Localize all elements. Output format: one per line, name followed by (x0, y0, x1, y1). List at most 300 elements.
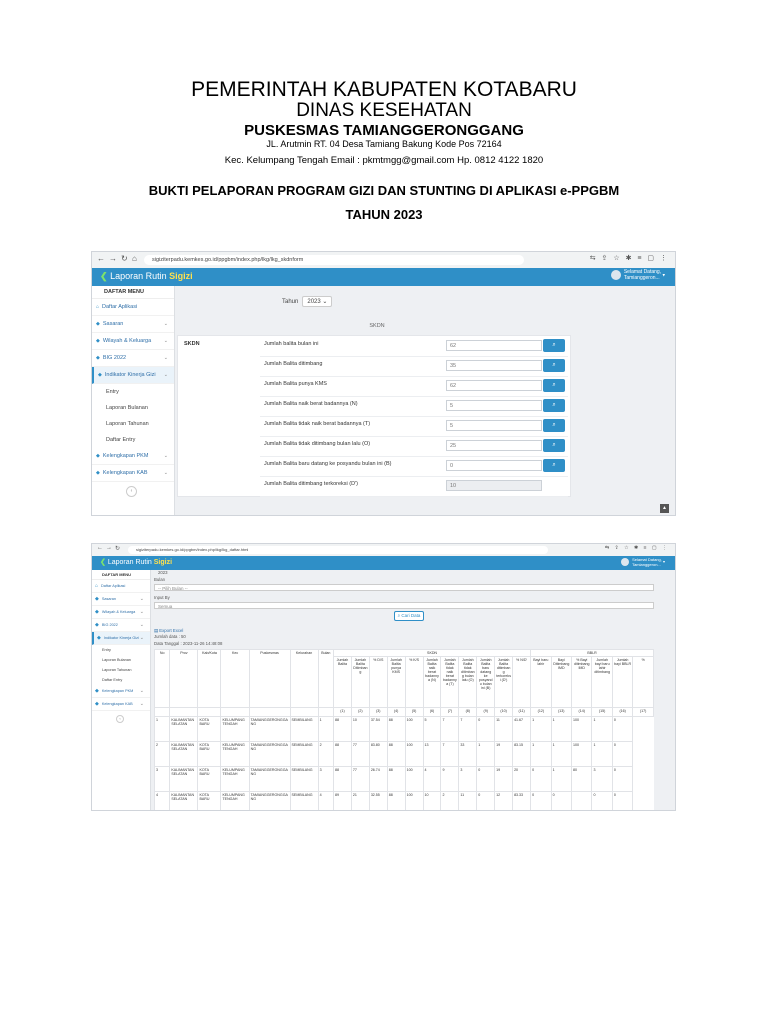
column-header: % N/D' (513, 657, 531, 708)
skdn-row-label: Jumlah Balita ditimbang terkoreksi (D') (264, 481, 358, 487)
collapse-sidebar-icon[interactable]: ‹ (116, 715, 124, 723)
skdn-row-label: Jumlah Balita tidak naik berat badannya (T) (264, 421, 371, 427)
column-number (221, 708, 249, 717)
table-cell: SEMBILANG (290, 742, 318, 767)
table-cell: KOTA BARU (198, 742, 221, 767)
table-cell: 7 (459, 717, 477, 742)
column-header: Kelurahan (290, 650, 318, 708)
column-number: (2) (351, 708, 369, 717)
table-cell: 12 (495, 792, 513, 812)
table-cell: 83.80 (369, 742, 387, 767)
tag-icon: ◆ (95, 701, 99, 707)
tag-icon: ◆ (96, 355, 100, 361)
search-icon[interactable]: ⌕ (543, 359, 565, 372)
table-cell: 1 (531, 742, 551, 767)
skdn-row (260, 477, 568, 497)
column-number (155, 708, 170, 717)
chevron-down-icon: ⌄ (139, 596, 144, 602)
table-cell: 41.67 (513, 717, 531, 742)
user-name: Tamianggeron... (632, 562, 661, 567)
search-button-label: Cari Data (401, 613, 421, 618)
column-header: Kec (221, 650, 249, 708)
document-year: TAHUN 2023 (345, 207, 423, 222)
tag-icon: ◆ (98, 372, 102, 378)
table-cell: TAMIANGGERONGGANG (249, 767, 290, 792)
avatar (611, 270, 621, 280)
sidebar-subitem-0[interactable]: Entry (106, 389, 119, 395)
sidebar-item-label: Kelengkapan KAB (101, 702, 133, 706)
excel-icon: ▤ (154, 628, 159, 633)
sidebar-item-label: Wilayah & Keluarga (101, 610, 136, 614)
column-header: Jumlah Balita punya KMS (387, 657, 405, 708)
table-cell: 3 (155, 767, 170, 792)
search-icon[interactable]: ⌕ (543, 459, 565, 472)
table-cell: 26.74 (369, 767, 387, 792)
column-number (290, 708, 318, 717)
column-header: % K/S (405, 657, 423, 708)
column-header: Puskesmas (249, 650, 290, 708)
address-bar[interactable]: sigiziterpadu.kemkes.go.id/ppgbm/index.php/lkg/lkg_skdnform (144, 255, 524, 265)
sidebar-item-2[interactable] (92, 606, 150, 619)
table-cell: 3 (318, 767, 333, 792)
column-header: Jumlah bayi baru lahir ditimbang (592, 657, 612, 708)
skdn-row (260, 337, 568, 357)
tag-icon: ◆ (95, 596, 99, 602)
main-content (154, 570, 665, 810)
table-row (155, 742, 654, 767)
home-icon: ⌂ (96, 304, 100, 310)
tag-icon: ◆ (96, 321, 100, 327)
skdn-value-input[interactable]: 62 (446, 380, 542, 391)
skdn-row (260, 377, 568, 397)
table-cell: 4 (155, 792, 170, 812)
table-cell: 77 (351, 767, 369, 792)
column-header: Prov (170, 650, 198, 708)
table-cell: 1 (318, 717, 333, 742)
skdn-row (260, 417, 568, 437)
sidebar-subitem-1[interactable]: Laporan Bulanan (102, 658, 131, 662)
column-number: (17) (633, 708, 654, 717)
skdn-row-label: Jumlah Balita baru datang ke posyandu bulan ini (B) (264, 461, 392, 467)
column-header: Jumlah Balita naik berat badannya (N) (423, 657, 441, 708)
table-cell: TAMIANGGERONGGANG (249, 717, 290, 742)
table-row (155, 767, 654, 792)
table-cell: 0 (477, 792, 495, 812)
sidebar-item-1[interactable] (92, 316, 174, 333)
sidebar-item-3[interactable] (92, 350, 174, 367)
sidebar-item-after-1[interactable] (92, 698, 150, 711)
header-puskesmas: PUSKESMAS TAMIANGGERONGGANG (244, 122, 524, 139)
user-greeting: Selamat Datang, (623, 269, 662, 275)
table-cell: 0 (531, 767, 551, 792)
table-cell: 77 (351, 742, 369, 767)
table-cell: 21 (351, 792, 369, 812)
table-cell: 0 (551, 792, 571, 812)
menu-header: DAFTAR MENU (92, 286, 174, 299)
tag-icon: ◆ (96, 470, 100, 476)
table-cell: 7 (441, 717, 459, 742)
column-header: Jumlah bayi BBLR (612, 657, 632, 708)
sidebar (92, 570, 151, 810)
table-cell: 0 (612, 742, 632, 767)
table-cell: 100 (405, 717, 423, 742)
skdn-value-input[interactable]: 5 (446, 420, 542, 431)
table-cell: 7 (441, 742, 459, 767)
table-cell: 88 (334, 742, 352, 767)
export-label: Export Excel (159, 628, 184, 633)
sidebar-subitem-2[interactable]: Laporan Tahunan (102, 668, 132, 672)
table-cell: KOTA BARU (198, 717, 221, 742)
user-greeting: Selamat Datang, (632, 557, 662, 562)
skdn-row (260, 357, 568, 377)
chevron-down-icon: ⌄ (163, 355, 168, 361)
tag-icon: ◆ (96, 453, 100, 459)
column-header: Jumlah Balita tidak naik berat badannya (T) (441, 657, 459, 708)
menu-header: DAFTAR MENU (92, 570, 150, 580)
column-header: No (155, 650, 170, 708)
sidebar-item-after-0[interactable] (92, 448, 174, 465)
table-cell: 1 (551, 717, 571, 742)
column-number: (7) (441, 708, 459, 717)
tag-icon: ◆ (95, 622, 99, 628)
chevron-down-icon: ⌄ (139, 701, 144, 707)
browser-toolbar (92, 252, 675, 269)
sidebar-item-label: BIG 2022 (101, 623, 118, 627)
column-header: Jumlah Balita baru datang ke posyandu bulan ini (B) (477, 657, 495, 708)
table-cell: 100 (572, 717, 592, 742)
sidebar-subitem-2[interactable]: Laporan Tahunan (106, 421, 149, 427)
table-cell: 1 (531, 717, 551, 742)
column-number: (14) (572, 708, 592, 717)
bulan-label: Bulan (154, 577, 165, 582)
search-icon[interactable]: ⌕ (543, 379, 565, 392)
sidebar-subitem-3[interactable]: Daftar Entry (102, 678, 123, 682)
tag-icon: ◆ (95, 609, 99, 615)
skdn-row-label: Jumlah Balita tidak ditimbang bulan lalu (O) (264, 441, 371, 447)
skdn-value-input[interactable]: 5 (446, 400, 542, 411)
table-cell: 100 (405, 792, 423, 812)
table-cell: 100 (405, 767, 423, 792)
table-cell: 3 (592, 767, 612, 792)
user-name: Tamianggeron... (623, 275, 660, 281)
chevron-down-icon: ⌄ (163, 453, 168, 459)
table-cell: 88 (387, 767, 405, 792)
table-cell: 0 (477, 717, 495, 742)
sidebar-item-after-0[interactable] (92, 685, 150, 698)
column-header: Kab/Kota (198, 650, 221, 708)
brand-accent: Sigizi (153, 559, 173, 566)
sidebar-item-label: Kelengkapan PKM (101, 689, 134, 693)
back-chevron-icon: ❮ (100, 271, 108, 281)
data-tanggal: Data Tanggal : 2023-11-26 14:48:08 (154, 641, 223, 646)
table-cell: 1 (551, 767, 571, 792)
column-header: Bulan (318, 650, 333, 708)
skdn-value-input[interactable]: 62 (446, 340, 542, 351)
table-cell: KALIMANTAN SELATAN (170, 792, 198, 812)
table-row (155, 792, 654, 812)
skdn-row (260, 437, 568, 457)
column-number: (6) (423, 708, 441, 717)
header-government: PEMERINTAH KABUPATEN KOTABARU (191, 78, 577, 101)
back-chevron-icon: ❮ (100, 559, 106, 566)
search-icon[interactable]: ⌕ (543, 439, 565, 452)
table-cell: KELUMPANG TENGAH (221, 717, 249, 742)
skdn-value-input[interactable]: 0 (446, 460, 542, 471)
document-title: BUKTI PELAPORAN PROGRAM GIZI DAN STUNTING DI APLIKASI e-PPGBM (148, 183, 620, 198)
column-number-row (155, 708, 654, 717)
tag-icon: ◆ (95, 688, 99, 694)
table-cell: TAMIANGGERONGGANG (249, 742, 290, 767)
user-menu[interactable] (611, 269, 665, 281)
table-cell: 32.55 (369, 792, 387, 812)
home-browser-icon[interactable]: ⌂ (132, 254, 137, 263)
input-by-label: Input By (154, 595, 170, 600)
sidebar-item-label: BIG 2022 (102, 355, 127, 361)
tag-icon: ◆ (97, 635, 101, 641)
table-cell: 83.33 (513, 792, 531, 812)
chevron-down-icon: ⌄ (139, 622, 144, 628)
sidebar-item-after-1[interactable] (92, 465, 174, 482)
table-cell: 88 (387, 792, 405, 812)
table-cell: 2 (318, 742, 333, 767)
sidebar-item-label: Kelengkapan KAB (102, 470, 148, 476)
chevron-down-icon: ⌄ (139, 609, 144, 615)
table-cell: KALIMANTAN SELATAN (170, 717, 198, 742)
table-cell: 89 (334, 792, 352, 812)
header-address: JL. Arutmin RT. 04 Desa Tamiang Bakung Kode Pos 72164 (266, 139, 502, 149)
main-content (177, 286, 671, 515)
reload-icon[interactable]: ↻ (121, 254, 128, 263)
table-cell: 0 (612, 717, 632, 742)
table-cell: 9 (441, 767, 459, 792)
column-number: (11) (513, 708, 531, 717)
header-contact: Kec. Kelumpang Tengah Email : pkmtmgg@gmail.com Hp. 0812 4122 1820 (224, 155, 544, 166)
table-cell: 88 (387, 742, 405, 767)
column-number: (16) (612, 708, 632, 717)
sidebar-item-0[interactable] (92, 299, 174, 316)
table-cell: 10 (351, 717, 369, 742)
table-cell: 1 (477, 742, 495, 767)
group-header-skdn: SKDN (334, 650, 531, 657)
bulan-select[interactable] (154, 584, 654, 591)
column-number: (12) (531, 708, 551, 717)
sidebar-item-4[interactable] (92, 632, 150, 645)
browser-tools-icons[interactable]: ⇆ ⇪ ☆ ✱ ≡ ▢ ⋮ (589, 255, 669, 262)
table-cell: 4 (423, 767, 441, 792)
app-header (92, 268, 675, 286)
table-cell: 100 (405, 742, 423, 767)
column-number (249, 708, 290, 717)
sidebar-item-1[interactable] (92, 593, 150, 606)
column-header: Bayi Ditimbang IMD (551, 657, 571, 708)
skdn-row-label: Jumlah Balita naik berat badannya (N) (264, 401, 358, 407)
search-icon: ⌕ (397, 613, 401, 618)
brand-prefix: Laporan Rutin (110, 271, 167, 281)
table-cell: 88 (387, 717, 405, 742)
table-cell: 1 (592, 717, 612, 742)
sidebar-subitem-0[interactable]: Entry (102, 648, 111, 652)
chevron-down-icon: ⌄ (163, 321, 168, 327)
collapse-sidebar-icon[interactable]: ‹ (126, 486, 137, 497)
sidebar-item-2[interactable] (92, 333, 174, 350)
table-cell (572, 792, 592, 812)
table-cell: 11 (495, 717, 513, 742)
sidebar-item-label: Daftar Aplikasi (102, 304, 138, 310)
table-cell: 13 (423, 742, 441, 767)
table-cell: KELUMPANG TENGAH (221, 767, 249, 792)
search-icon[interactable]: ⌕ (543, 419, 565, 432)
address-bar[interactable]: sigiziterpadu.kemkes.go.id/ppgbm/index.php/lkg/lkg_daftar.html (128, 546, 548, 554)
table-cell: 0 (612, 767, 632, 792)
skdn-form (177, 335, 571, 497)
table-cell: 88 (334, 767, 352, 792)
column-header: Jumlah Balita Ditimbang (351, 657, 369, 708)
chevron-down-icon: ⌄ (139, 635, 144, 641)
sidebar-item-3[interactable] (92, 619, 150, 632)
column-header: Jumlah Balita ditimbang terkoreksi (D') (495, 657, 513, 708)
table-cell: 1 (592, 742, 612, 767)
reload-icon[interactable]: ↻ (115, 546, 121, 552)
table-cell: SEMBILANG (290, 792, 318, 812)
sidebar-item-0[interactable] (92, 580, 150, 593)
skdn-value-input: 10 (446, 480, 542, 491)
skdn-row (260, 397, 568, 417)
column-header: % Bayi ditimbang IMD (572, 657, 592, 708)
chevron-down-icon: ▾ (662, 559, 665, 565)
table-cell: 83.15 (513, 742, 531, 767)
sidebar-item-label: Sasaran (102, 321, 124, 327)
table-cell: 2 (441, 792, 459, 812)
table-cell: 11 (459, 792, 477, 812)
tag-icon: ◆ (96, 338, 100, 344)
table-cell: SEMBILANG (290, 717, 318, 742)
search-icon[interactable]: ⌕ (543, 339, 565, 352)
sidebar-subitem-1[interactable]: Laporan Bulanan (106, 405, 148, 411)
screenshot-skdn-list (91, 543, 676, 811)
back-icon[interactable]: ← (97, 254, 105, 263)
brand-accent: Sigizi (169, 271, 193, 281)
avatar (621, 558, 629, 566)
user-menu[interactable] (621, 557, 665, 567)
column-number: (1) (334, 708, 352, 717)
group-header-bblr: BBLR (531, 650, 654, 657)
jumlah-data: Jumlah data : 50 (154, 634, 186, 639)
skdn-value-input[interactable]: 35 (446, 360, 542, 371)
brand-prefix: Laporan Rutin (107, 559, 152, 566)
year-filter-value[interactable]: 2023 (158, 570, 168, 575)
skdn-row-label: Jumlah balita bulan ini (264, 341, 319, 347)
input-by-select[interactable] (154, 602, 654, 609)
table-cell: KELUMPANG TENGAH (221, 742, 249, 767)
column-header: Jumlah Balita tidak ditimbang bulan lalu (O) (459, 657, 477, 708)
back-icon[interactable]: ← (97, 545, 103, 551)
data-table (154, 649, 654, 811)
sidebar-item-label: Sasaran (101, 597, 117, 601)
table-cell: 0 (612, 792, 632, 812)
table-cell: 80 (572, 767, 592, 792)
table-cell: 2 (155, 742, 170, 767)
search-button[interactable] (394, 611, 424, 621)
sidebar-item-label: Kelengkapan PKM (102, 453, 149, 459)
skdn-row-label: Jumlah Balita punya KMS (264, 381, 327, 387)
table-cell: KOTA BARU (198, 792, 221, 812)
table-cell: 5 (423, 717, 441, 742)
sidebar-item-label: Daftar Aplikasi (101, 584, 126, 588)
table-cell: KALIMANTAN SELATAN (170, 742, 198, 767)
column-number (198, 708, 221, 717)
table-cell: 100 (572, 742, 592, 767)
column-number: (4) (387, 708, 405, 717)
table-cell: 19 (495, 742, 513, 767)
column-number: (8) (459, 708, 477, 717)
column-header: % D/S (369, 657, 387, 708)
table-cell: 3 (459, 767, 477, 792)
year-filter (282, 296, 332, 307)
table-cell: 37.54 (369, 717, 387, 742)
column-number: (15) (592, 708, 612, 717)
bulan-value: -- Pilih Bulan -- (158, 586, 188, 591)
table-cell: 10 (423, 792, 441, 812)
forward-icon[interactable]: → (109, 254, 117, 263)
table-cell: 0 (531, 792, 551, 812)
screenshot-skdn-form (91, 251, 676, 516)
search-icon[interactable]: ⌕ (543, 399, 565, 412)
forward-icon[interactable]: → (106, 545, 112, 551)
sidebar-item-label: Indikator Kinerja Gizi (104, 372, 156, 378)
table-cell: KALIMANTAN SELATAN (170, 767, 198, 792)
column-number (318, 708, 333, 717)
year-value: 2023 (307, 299, 321, 305)
chevron-down-icon: ▾ (662, 272, 665, 279)
table-cell: 0 (592, 792, 612, 812)
column-header: Jumlah Balita (334, 657, 352, 708)
section-title: SKDN (369, 323, 385, 329)
table-row (155, 717, 654, 742)
table-cell: TAMIANGGERONGGANG (249, 792, 290, 812)
table-cell: 19 (495, 767, 513, 792)
chevron-down-icon: ⌄ (163, 338, 168, 344)
table-group-header (155, 650, 654, 657)
sidebar-item-label: Wilayah & Keluarga (102, 338, 152, 344)
sidebar-item-4[interactable] (92, 367, 174, 384)
year-label: Tahun (282, 299, 299, 305)
scroll-top-button[interactable]: ▲ (660, 504, 669, 513)
form-label: SKDN (184, 341, 200, 347)
app-brand[interactable] (100, 271, 193, 282)
table-cell: 1 (551, 742, 571, 767)
year-select[interactable]: 2023 ⌄ (302, 296, 332, 307)
browser-tools-icons[interactable]: ⇆ ⇪ ☆ ✱ ≡ ▢ ⋮ (604, 545, 669, 551)
column-number: (3) (369, 708, 387, 717)
skdn-value-input[interactable]: 25 (446, 440, 542, 451)
column-number: (5) (405, 708, 423, 717)
sidebar-item-label: Indikator Kinerja Gizi (103, 636, 139, 640)
table-cell: 20 (513, 767, 531, 792)
table-cell: KELUMPANG TENGAH (221, 792, 249, 812)
chevron-down-icon: ⌄ (163, 470, 168, 476)
column-number: (13) (551, 708, 571, 717)
table-cell: KOTA BARU (198, 767, 221, 792)
column-number: (9) (477, 708, 495, 717)
column-number (170, 708, 198, 717)
app-brand[interactable] (100, 558, 172, 566)
header-department: DINAS KESEHATAN (296, 100, 472, 121)
column-number: (10) (495, 708, 513, 717)
sidebar-subitem-3[interactable]: Daftar Entry (106, 437, 136, 443)
column-header: % (633, 657, 654, 708)
table-cell: 4 (318, 792, 333, 812)
table-cell: 88 (334, 717, 352, 742)
